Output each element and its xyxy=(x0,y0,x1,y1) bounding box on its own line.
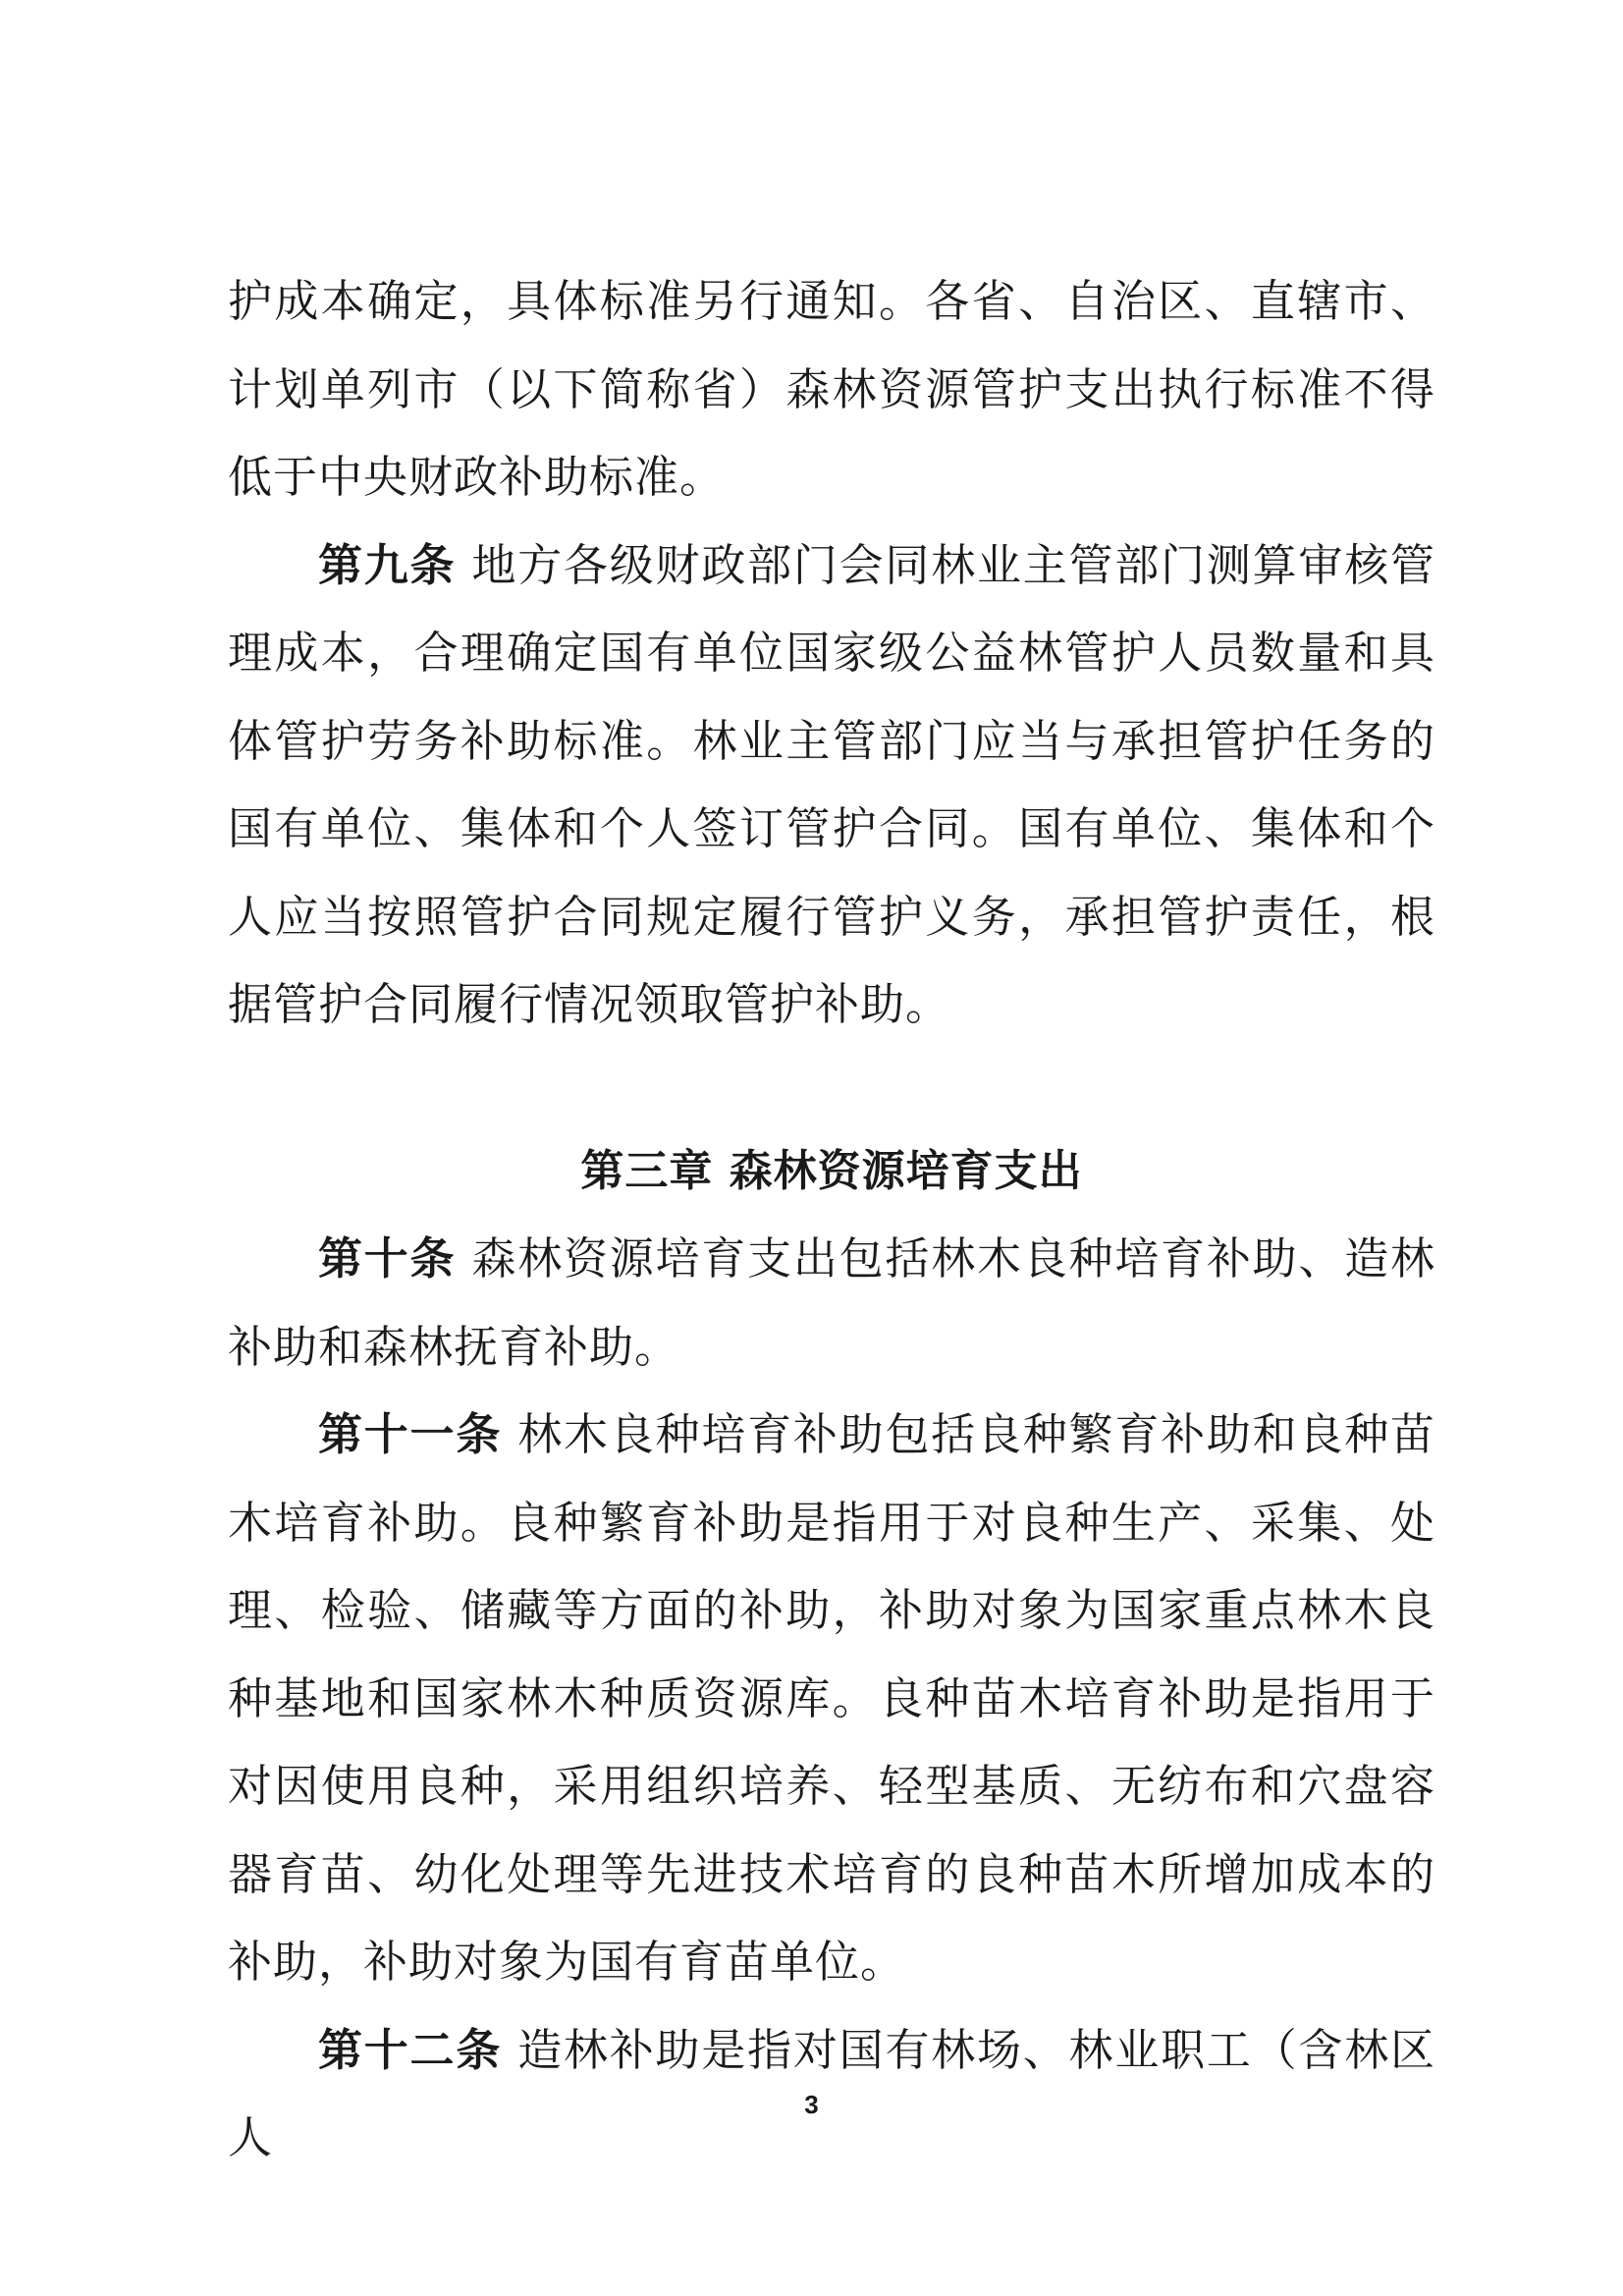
continuation-paragraph: 护成本确定，具体标准另行通知。各省、自治区、直辖市、计划单列市（以下简称省）森林资源管护支出执行标准不得低于中央财政补助标准。 xyxy=(228,275,1435,503)
article-9-text: 地方各级财政部门会同林业主管部门测算审核管理成本，合理确定国有单位国家级公益林管护人员数量和具体管护劳务补助标准。林业主管部门应当与承担管护任务的国有单位、集体和个人签订管护合同。国有单位、集体和个人应当按照管护合同规定履行管护义务，承担管护责任，根据管护合同履行情况领取管护补助。 xyxy=(228,538,1435,1030)
article-11-text: 林木良种培育补助包括良种繁育补助和良种苗木培育补助。良种繁育补助是指用于对良种生产、采集、处理、检验、储藏等方面的补助，补助对象为国家重点林木良种基地和国家林木种质资源库。良种苗木培育补助是指用于对因使用良种，采用组织培养、轻型基质、无纺布和穴盘容器育苗、幼化处理等先进技术培育的良种苗木所增加成本的补助，补助对象为国有育苗单位。 xyxy=(228,1408,1435,1988)
article-11-number: 第十一条 xyxy=(318,1408,503,1460)
article-11 xyxy=(228,1391,1435,2006)
article-12-number: 第十二条 xyxy=(318,2023,503,2076)
article-10-text: 森林资源培育支出包括林木良种培育补助、造林补助和森林抚育补助。 xyxy=(228,1232,1435,1373)
article-10 xyxy=(228,1215,1435,1391)
article-9 xyxy=(228,521,1435,1049)
article-12-text: 造林补助是指对国有林场、林业职工（含林区人 xyxy=(228,2023,1435,2163)
article-10-number: 第十条 xyxy=(318,1232,457,1285)
chapter-heading: 第三章 森林资源培育支出 xyxy=(580,1145,1083,1196)
document-body xyxy=(228,257,1435,2182)
page-number: 3 xyxy=(804,2090,819,2119)
article-9-number: 第九条 xyxy=(318,538,457,591)
